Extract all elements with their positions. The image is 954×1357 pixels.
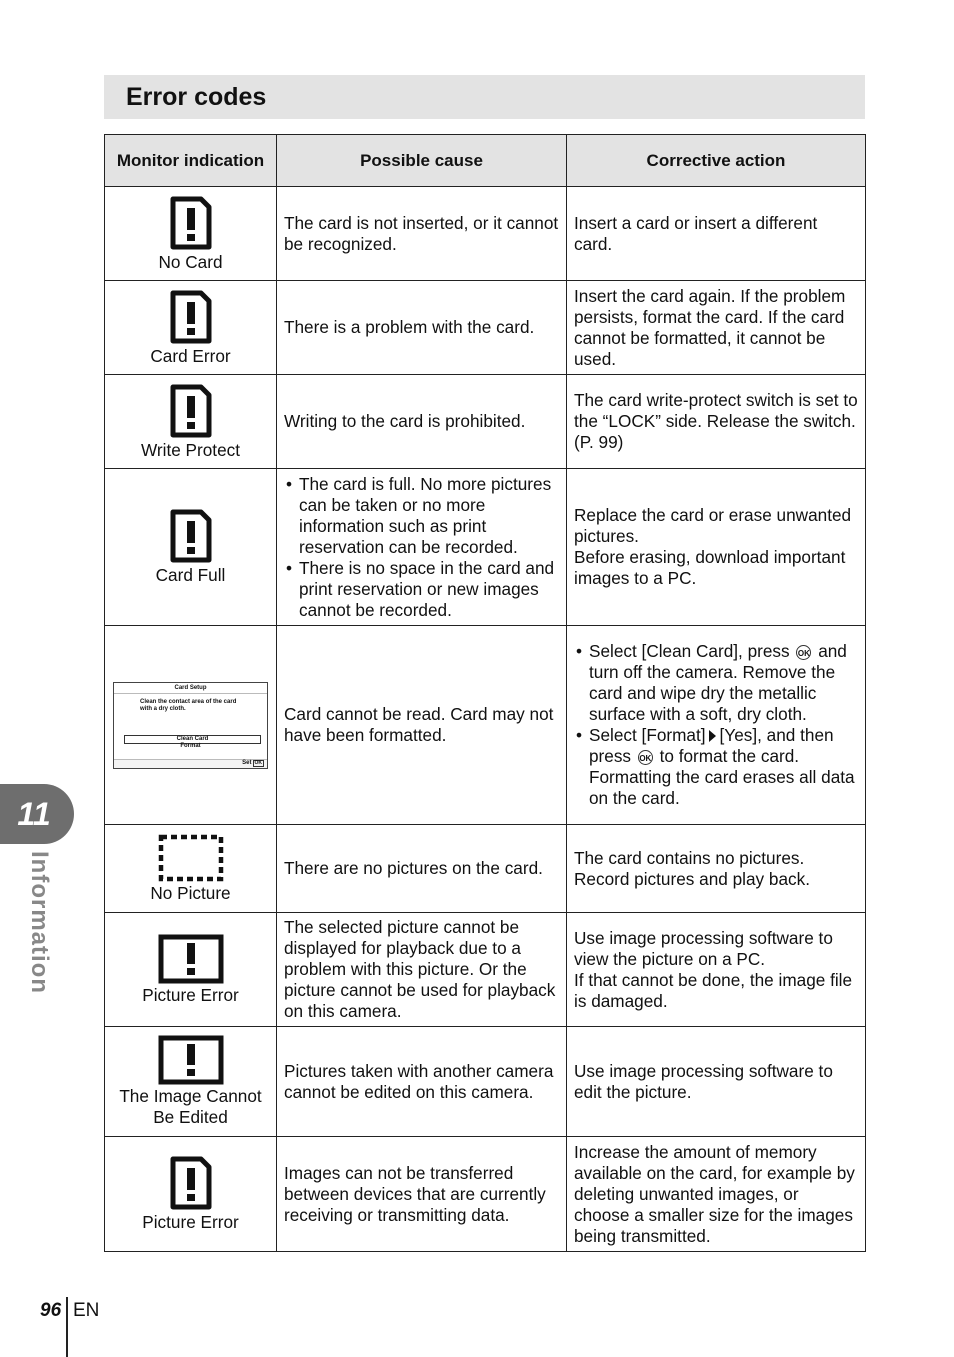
action-text: and turn off the camera. Remove the card and wipe dry the metallic surface with a soft, dry cloth. bbox=[589, 641, 847, 724]
section-title-bar bbox=[104, 75, 865, 119]
action-cell: The card write-protect switch is set to the “LOCK” side. Release the switch. (P. 99) bbox=[567, 375, 866, 469]
header-monitor-indication: Monitor indication bbox=[105, 135, 277, 187]
screen-footer bbox=[114, 759, 267, 768]
cause-cell: Writing to the card is prohibited. bbox=[277, 375, 567, 469]
monitor-cell bbox=[105, 375, 277, 469]
monitor-label: Picture Error bbox=[142, 1212, 239, 1232]
card-warning-icon bbox=[169, 289, 213, 345]
chapter-label: Information bbox=[26, 850, 53, 994]
action-cell: Insert the card again. If the problem persists, format the card. If the card cannot be formatted, it cannot be used. bbox=[567, 281, 866, 375]
action-cell: The card contains no pictures. Record pictures and play back. bbox=[567, 825, 866, 913]
monitor-cell bbox=[105, 469, 277, 626]
action-line: If that cannot be done, the image file is damaged. bbox=[574, 969, 853, 1011]
card-warning-icon bbox=[169, 383, 213, 439]
cause-cell: Images can not be transferred between devices that are currently receiving or transmitting data. bbox=[277, 1137, 567, 1252]
header-possible-cause: Possible cause bbox=[277, 135, 567, 187]
monitor-cell bbox=[105, 913, 277, 1027]
list-item: • There is no space in the card and print reservation or new images cannot be recorded. bbox=[284, 558, 559, 621]
table-row bbox=[105, 187, 866, 281]
action-cell bbox=[567, 626, 866, 825]
card-warning-icon bbox=[169, 1155, 213, 1211]
table-row bbox=[105, 626, 866, 825]
ok-button-icon: OK bbox=[796, 645, 811, 660]
action-cell bbox=[567, 913, 866, 1027]
cause-cell: The selected picture cannot be displayed for playback due to a problem with this picture. Or the picture cannot be used for playback on this camera. bbox=[277, 913, 567, 1027]
chapter-tab bbox=[0, 784, 74, 844]
action-line: Use image processing software to view the picture on a PC. bbox=[574, 927, 833, 969]
screen-option-format: Format bbox=[180, 742, 201, 749]
screen-ok-icon: OK bbox=[254, 759, 262, 766]
table-row bbox=[105, 281, 866, 375]
monitor-cell bbox=[105, 1137, 277, 1252]
card-warning-icon bbox=[169, 508, 213, 564]
action-text: [Yes], and then press bbox=[589, 725, 834, 766]
monitor-label: Card Error bbox=[150, 345, 231, 366]
cause-cell: The card is not inserted, or it cannot be recognized. bbox=[277, 187, 567, 281]
picture-warning-icon bbox=[158, 934, 224, 984]
action-text: Select [Clean Card], press bbox=[589, 641, 790, 661]
screen-option-clean-card: Clean Card bbox=[124, 735, 261, 744]
list-item bbox=[574, 725, 858, 809]
ok-button-icon: OK bbox=[638, 750, 653, 765]
list-item: • The card is full. No more pictures can be taken or no more information such as print reservation can be recorded. bbox=[284, 474, 559, 558]
cause-bullet-list bbox=[284, 474, 559, 621]
list-item bbox=[574, 641, 858, 725]
cause-cell bbox=[277, 469, 567, 626]
page-language: EN bbox=[73, 1300, 100, 1321]
cause-cell: There are no pictures on the card. bbox=[277, 825, 567, 913]
monitor-label: Picture Error bbox=[142, 984, 239, 1005]
monitor-label: No Card bbox=[158, 251, 223, 272]
chapter-number: 11 bbox=[17, 795, 51, 832]
footer-divider bbox=[66, 1297, 68, 1357]
screen-title: Card Setup bbox=[114, 685, 267, 694]
cause-cell: Card cannot be read. Card may not have been formatted. bbox=[277, 626, 567, 825]
action-cell bbox=[567, 469, 866, 626]
screen-message: Clean the contact area of the card with a dry cloth. bbox=[140, 698, 237, 712]
page-number: 96 bbox=[40, 1300, 62, 1321]
screen-set-hint bbox=[242, 760, 264, 767]
action-bullet-list bbox=[574, 641, 858, 809]
empty-frame-icon bbox=[158, 834, 224, 882]
action-cell: Increase the amount of memory available on the card, for example by deleting unwanted images, or choose a smaller size for the images being transmitted. bbox=[567, 1137, 866, 1252]
table-row bbox=[105, 913, 866, 1027]
table-header-row bbox=[105, 135, 866, 187]
monitor-cell bbox=[105, 1027, 277, 1137]
action-line: Replace the card or erase unwanted pictures. bbox=[574, 505, 852, 546]
table-row bbox=[105, 375, 866, 469]
action-text: to format the card. Formatting the card erases all data on the card. bbox=[589, 746, 855, 808]
monitor-label: Write Protect bbox=[140, 439, 240, 460]
picture-warning-icon bbox=[158, 1035, 224, 1085]
cause-cell: Pictures taken with another camera cannot be edited on this camera. bbox=[277, 1027, 567, 1137]
action-line: Before erasing, download important images to a PC. bbox=[574, 547, 846, 588]
header-corrective-action: Corrective action bbox=[567, 135, 866, 187]
action-text: Select [Format] bbox=[589, 725, 706, 745]
monitor-label: The Image Cannot Be Edited bbox=[119, 1086, 262, 1127]
section-title: Error codes bbox=[126, 82, 267, 111]
table-row bbox=[105, 825, 866, 913]
monitor-cell bbox=[105, 281, 277, 375]
monitor-cell bbox=[105, 825, 277, 913]
monitor-label: Card Full bbox=[155, 565, 226, 585]
monitor-cell bbox=[105, 187, 277, 281]
table-row bbox=[105, 1027, 866, 1137]
action-cell: Use image processing software to edit the picture. bbox=[567, 1027, 866, 1137]
error-codes-table bbox=[104, 134, 866, 1252]
chapter-label-container bbox=[2, 850, 76, 994]
screen-set-label: Set bbox=[242, 759, 252, 766]
monitor-cell bbox=[105, 626, 277, 825]
table-row bbox=[105, 1137, 866, 1252]
monitor-label: No Picture bbox=[150, 882, 231, 903]
arrow-right-icon bbox=[709, 730, 716, 742]
cause-cell: There is a problem with the card. bbox=[277, 281, 567, 375]
camera-screen-image bbox=[113, 682, 268, 769]
card-warning-icon bbox=[169, 195, 213, 251]
table-row bbox=[105, 469, 866, 626]
action-cell: Insert a card or insert a different card. bbox=[567, 187, 866, 281]
